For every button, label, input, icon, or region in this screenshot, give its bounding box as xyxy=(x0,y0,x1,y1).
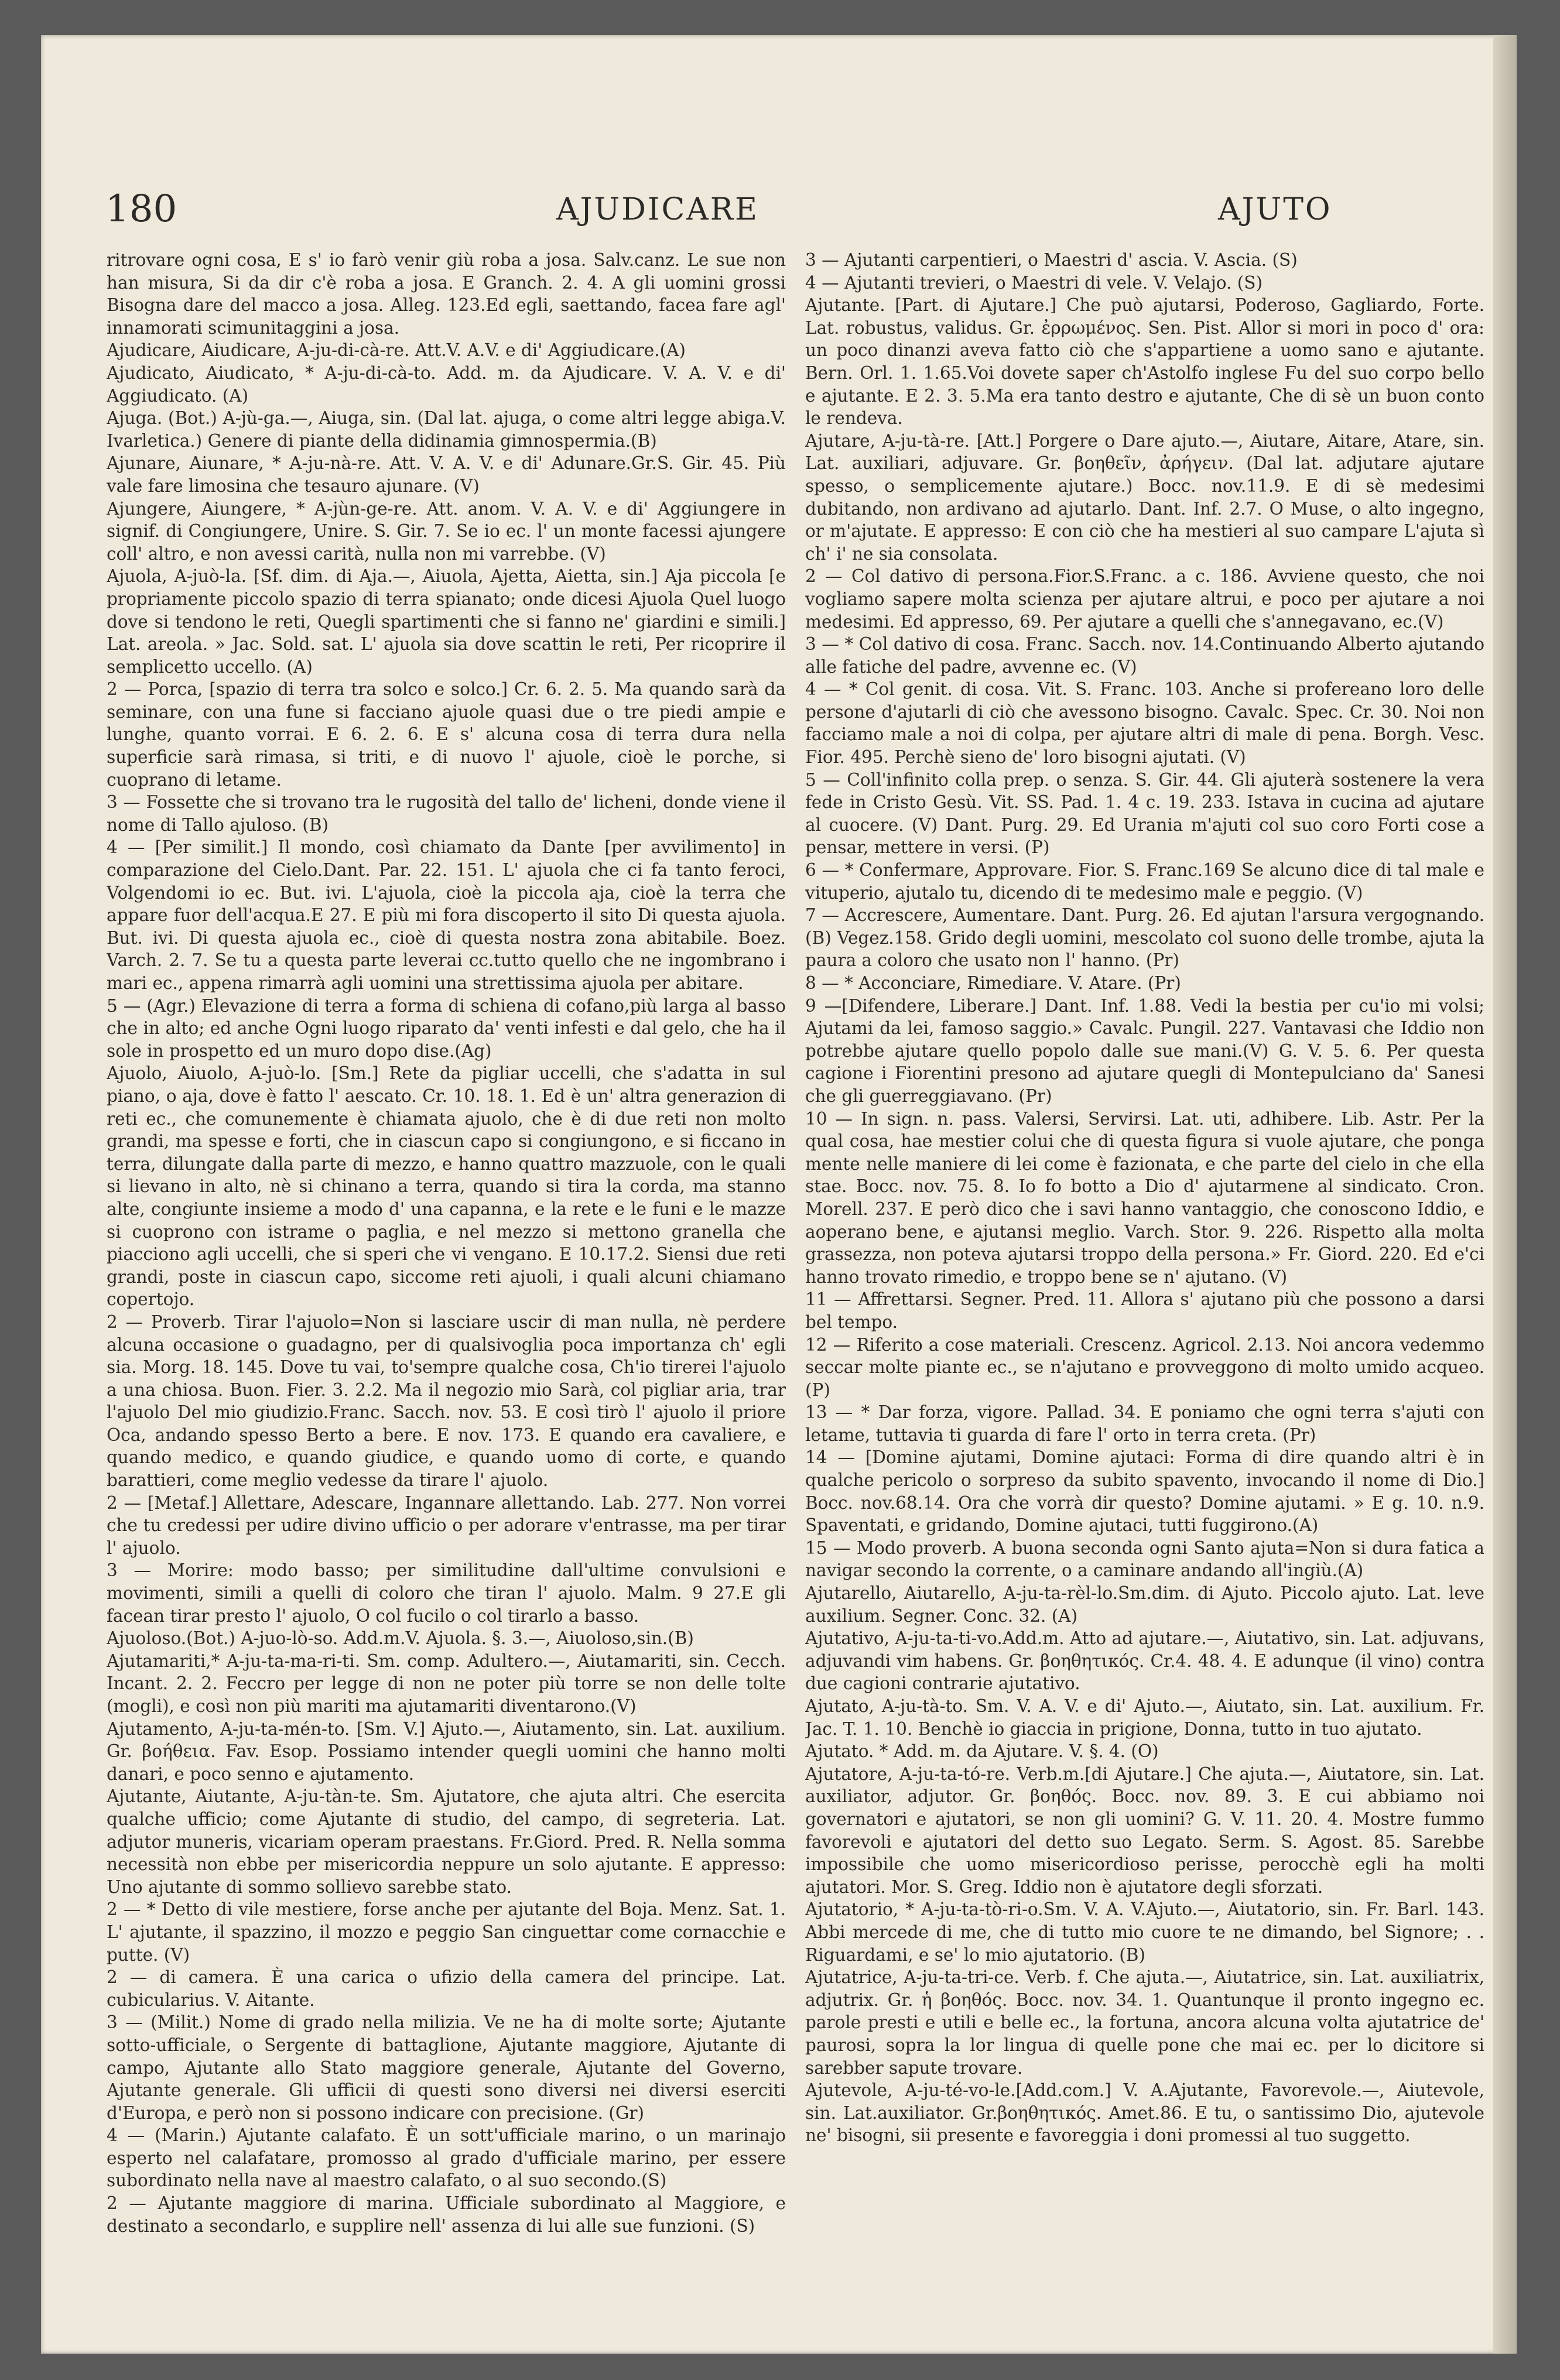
dictionary-entry: 3 — Ajutanti carpentieri, o Maestri d' ascia. V. Ascia. (S) xyxy=(805,250,1298,270)
dictionary-entry: 2 — * Detto di vile mestiere, forse anche per ajutante del Boja. Menz. Sat. 1. L' ajutante, il spazzino, il mozzo e peggio San cinguettar come cornacchie e putte. (V) xyxy=(107,1899,786,1965)
dictionary-entry: 5 — (Agr.) Elevazione di terra a forma di schiena di cofano,più larga al basso che in alto; ed anche Ogni luogo riparato da' venti infesti e dal gelo, che ha il sole in prospetto ed un muro dopo dise.(Ag) xyxy=(107,995,786,1061)
dictionary-entry: 2 — [Metaf.] Allettare, Adescare, Ingannare allettando. Lab. 277. Non vorrei che tu credessi per udire divino ufficio o per adorare v'entrasse, ma per tirar l' ajuolo. xyxy=(107,1492,786,1558)
dictionary-entry: Ajutatrice, A-ju-ta-tri-ce. Verb. f. Che ajuta.—, Aiutatrice, sin. Lat. auxiliatrix, adjutrix. Gr. ἡ βοηθός. Bocc. nov. 34. 1. Quantunque il pronto ingegno ec. parole presti e utili e belle ec., la fortuna, ancora alcuna volta ajutatrice de' paurosi, sopra la lor lingua di quelle pone che mai ec. per lo dicitore si sarebber sapute trovare. xyxy=(805,1967,1484,2078)
left-column xyxy=(107,249,786,2333)
dictionary-entry: 3 — * Col dativo di cosa. Franc. Sacch. nov. 14.Continuando Alberto ajutando alle fatiche del padre, avvenne ec. (V) xyxy=(805,634,1484,677)
right-column xyxy=(805,249,1484,2333)
dictionary-entry: Ajutante, Aiutante, A-ju-tàn-te. Sm. Ajutatore, che ajuta altri. Che esercita qualche ufficio; come Ajutante di studio, del campo, di segreteria. Lat. adjutor muneris, vicariam operam praestans. Fr.Giord. Pred. R. Nella somma necessità non ebbe per misericordia neppure un solo ajutante. E appresso: Uno ajutante di sommo sollievo sarebbe stato. xyxy=(107,1786,786,1897)
dictionary-entry: Ajudicato, Aiudicato, * A-ju-di-cà-to. Add. m. da Ajudicare. V. A. V. e di' Aggiudicato. (A) xyxy=(107,362,786,406)
dictionary-entry: 4 — [Per similit.] Il mondo, così chiamato da Dante [per avvilimento] in comparazione del Cielo.Dant. Par. 22. 151. L' ajuola che ci fa tanto feroci, Volgendomi io ec. But. ivi. L'ajuola, cioè la piccola aja, cioè la terra che appare fuor dell'acqua.E 27. E più mi fora discoperto il sito Di questa ajuola. But. ivi. Di questa ajuola ec., cioè di questa nostra zona abitabile. Boez. Varch. 2. 7. Se tu a questa parte leverai cc.tutto quello che ne ingombrano i mari ec., appena rimarrà agli uomini una strettissima ajuola per abitare. xyxy=(107,837,786,993)
dictionary-entry: Ajutativo, A-ju-ta-ti-vo.Add.m. Atto ad ajutare.—, Aiutativo, sin. Lat. adjuvans, adjuvandi vim habens. Gr. βοηθητικός. Cr.4. 48. 4. E adunque (il vino) contra due cagioni contrarie ajutativo. xyxy=(805,1628,1484,1694)
dictionary-entry: 7 — Accrescere, Aumentare. Dant. Purg. 26. Ed ajutan l'arsura vergognando.(B) Vegez.158. Grido degli uomini, mescolato col suono delle trombe, ajuta la paura a coloro che usato non l' hanno. (Pr) xyxy=(805,905,1484,971)
dictionary-entry: 4 — (Marin.) Ajutante calafato. È un sott'ufficiale marino, o un marinajo esperto nel calafatare, promosso al grado d'ufficiale marino, per essere subordinato nella nave al maestro calafato, o al suo secondo.(S) xyxy=(107,2125,786,2191)
page-number: 180 xyxy=(105,187,177,231)
dictionary-entry: Ajutante. [Part. di Ajutare.] Che può ajutarsi, Poderoso, Gagliardo, Forte. Lat. robustus, validus. Gr. ἐρρωμένος. Sen. Pist. Allor si mori in poco d' ora: un poco dinanzi aveva fatto ciò che s'appartiene a uomo sano e ajutante. Bern. Orl. 1. 1.65.Voi dovete saper ch'Astolfo inglese Fu del suo corpo bello e ajutante. E 2. 3. 5.Ma era tanto destro e ajutante, Che di sè un buon conto le rendeva. xyxy=(805,295,1484,429)
dictionary-entry: 6 — * Confermare, Approvare. Fior. S. Franc.169 Se alcuno dice di tal male e vituperio, ajutalo tu, dicendo di te medesimo male e peggio. (V) xyxy=(805,860,1484,903)
dictionary-entry: 12 — Riferito a cose materiali. Crescenz. Agricol. 2.13. Noi ancora vedemmo seccar molte piante ec., se n'ajutano e provveggono di molto umido acqueo. (P) xyxy=(805,1334,1484,1400)
dictionary-entry: 4 — Ajutanti trevieri, o Maestri di vele. V. Velajo. (S) xyxy=(805,272,1263,293)
dictionary-entry: 3 — Fossette che si trovano tra le rugosità del tallo de' licheni, donde viene il nome di Tallo ajuloso. (B) xyxy=(107,792,786,835)
dictionary-entry: 2 — Porca, [spazio di terra tra solco e solco.] Cr. 6. 2. 5. Ma quando sarà da seminare, con una fune si facciano ajuole quasi due o tre piedi ampie e lunghe, quanto vorrai. E 6. 2. 6. E s' alcuna cosa di terra dura nella superficie sarà rimasa, si triti, e di nuovo l' ajuole, cioè le porche, si cuoprano di letame. xyxy=(107,679,786,790)
dictionary-entry: Ajutamariti,* A-ju-ta-ma-ri-ti. Sm. comp. Adultero.—, Aiutamariti, sin. Cecch. Incant. 2. 2. Feccro per legge di non ne poter più torre se non delle tolte (mogli), e così non più mariti ma ajutamariti diventarono.(V) xyxy=(107,1650,786,1716)
dictionary-entry: ritrovare ogni cosa, E s' io farò venir giù roba a josa. Salv.canz. Le sue non han misura, Si da dir c'è roba a josa. E Granch. 2. 4. A gli uomini grossi Bisogna dare del macco a josa. Alleg. 123.Ed egli, saettando, facea fare agl' innamorati scimunitaggini a josa. xyxy=(107,250,786,338)
dictionary-entry: 2 — di camera. È una carica o ufizio della camera del principe. Lat. cubicularius. V. Aitante. xyxy=(107,1967,786,2010)
dictionary-entry: 2 — Proverb. Tirar l'ajuolo=Non si lasciare uscir di man nulla, nè perdere alcuna occasione o guadagno, per di qualsivoglia poca importanza ch' egli sia. Morg. 18. 145. Dove tu vai, to'sempre qualche cosa, Ch'io tirerei l'ajuolo a una chiosa. Buon. Fier. 3. 2.2. Ma il negozio mio Sarà, col pigliar aria, trar l'ajuolo Del mio giudizio.Franc. Sacch. nov. 53. E così tirò l' ajuolo il priore Oca, andando spesso Berto a bere. E nov. 173. E quando era cavaliere, e quando medico, e quando giudice, e quando uomo di corte, e quando barattieri, come meglio vedesse da tirare l' ajuolo. xyxy=(107,1311,786,1491)
dictionary-entry: Ajuga. (Bot.) A-jù-ga.—, Aiuga, sin. (Dal lat. ajuga, o come altri legge abiga.V. Ivarletica.) Genere di piante della didinamia gimnospermia.(B) xyxy=(107,408,786,451)
dictionary-entry: Ajutato, A-ju-tà-to. Sm. V. A. V. e di' Ajuto.—, Aiutato, sin. Lat. auxilium. Fr. Jac. T. 1. 10. Benchè io giaccia in prigione, Donna, tutto in tuo ajutato. xyxy=(805,1696,1484,1739)
dictionary-entry: 10 — In sign. n. pass. Valersi, Servirsi. Lat. uti, adhibere. Lib. Astr. Per la qual cosa, hae mestier colui che di questa figura si vuole ajutare, che ponga mente nelle maniere di lei come è fazionata, e che parte del cielo in che ella stae. Bocc. nov. 75. 8. Io fo botto a Dio d' ajutarmene al sindicato. Cron. Morell. 237. E però dico che i savi hanno vantaggio, che conoscono Iddio, e aoperano bene, e ajutansi meglio. Varch. Stor. 9. 226. Rispetto alla molta grassezza, non poteva ajutarsi troppo della persona.» Fr. Giord. 220. Ed e'ci hanno trovato rimedio, e troppo bene se n' ajutano. (V) xyxy=(805,1108,1484,1287)
dictionary-entry: 4 — * Col genit. di cosa. Vit. S. Franc. 103. Anche si profereano loro delle persone d'ajutarli di ciò che avessono bisogno. Cavalc. Spec. Cr. 30. Noi non facciamo male a noi di colpa, per ajutare altri di male di pena. Borgh. Vesc. Fior. 495. Perchè sieno de' loro bisogni ajutati. (V) xyxy=(805,679,1484,768)
dictionary-entry: Ajuolo, Aiuolo, A-juò-lo. [Sm.] Rete da pigliar uccelli, che s'adatta in sul piano, o aja, dove è fatto l' aescato. Cr. 10. 18. 1. Ed è un' altra generazion di reti ec., che comunemente è chiamata ajuolo, che è di due reti non molto grandi, ma spesse e forti, che in ciascun capo si congiungono, e si ficcano in terra, dilungate dalla parte di mezzo, e hanno quattro mazzuole, con le quali si lievano in alto, nè si chinano a terra, quando si tira la corda, ma stanno alte, congiunte insieme a modo d' una capanna, e la rete e le funi e le mazze si cuoprono con istrame o paglia, e nel mezzo si mettono granella che piacciono agli uccelli, che si speri che vi vengano. E 10.17.2. Siensi due reti grandi, poste in ciascun capo, siccome reti ajuoli, i quali alcuni chiamano copertojo. xyxy=(107,1063,786,1310)
dictionary-entry: Ajutevole, A-ju-té-vo-le.[Add.com.] V. A.Ajutante, Favorevole.—, Aiutevole, sin. Lat.auxiliator. Gr.βοηθητικός. Amet.86. E tu, o santissimo Dio, ajutevole ne' bisogni, sii presente e favoreggia i doni promessi al tuo suggetto. xyxy=(805,2080,1484,2146)
running-head-left: AJUDICARE xyxy=(556,192,759,227)
dictionary-entry: 11 — Affrettarsi. Segner. Pred. 11. Allora s' ajutano più che possono a darsi bel tempo. xyxy=(805,1289,1484,1332)
dictionary-entry: 2 — Col dativo di persona.Fior.S.Franc. a c. 186. Avviene questo, che noi vogliamo sapere molta scienza per ajutare altrui, e poco per ajutare a noi medesimi. Ed appresso, 69. Per ajutare a quelli che s'annegavano, ec.(V) xyxy=(805,566,1484,632)
dictionary-entry: Ajutamento, A-ju-ta-mén-to. [Sm. V.] Ajuto.—, Aiutamento, sin. Lat. auxilium. Gr. βοήθεια. Fav. Esop. Possiamo intender quegli uomini che hanno molti danari, e poco senno e ajutamento. xyxy=(107,1718,786,1784)
dictionary-entry: Ajudicare, Aiudicare, A-ju-di-cà-re. Att.V. A.V. e di' Aggiudicare.(A) xyxy=(107,340,686,361)
dictionary-page xyxy=(41,35,1517,2354)
dictionary-entry: Ajunare, Aiunare, * A-ju-nà-re. Att. V. A. V. e di' Adunare.Gr.S. Gir. 45. Più vale fare limosina che tesauro ajunare. (V) xyxy=(107,453,786,496)
dictionary-entry: Ajutatore, A-ju-ta-tó-re. Verb.m.[di Ajutare.] Che ajuta.—, Aiutatore, sin. Lat. auxiliator, adjutor. Gr. βοηθός. Bocc. nov. 89. 3. E cui abbiamo noi governatori e ajutatori, se non gli uomini? G. V. 11. 20. 4. Mostre fummo favorevoli e ajutatori del detto suo Legato. Serm. S. Agost. 85. Sarebbe impossibile che uomo misericordioso perisse, perocchè egli ha molti ajutatori. Mor. S. Greg. Iddio non è ajutatore degli sforzati. xyxy=(805,1763,1484,1897)
dictionary-entry: 9 —[Difendere, Liberare.] Dant. Inf. 1.88. Vedi la bestia per cu'io mi volsi; Ajutami da lei, famoso saggio.» Cavalc. Pungil. 227. Vantavasi che Iddio non potrebbe ajutare quello popolo dalle sue mani.(V) G. V. 5. 6. Per questa cagione i Fiorentini presono ad ajutare quegli di Montepulciano da' Sanesi che gli guerreggiavano. (Pr) xyxy=(805,995,1484,1106)
dictionary-entry: Ajungere, Aiungere, * A-jùn-ge-re. Att. anom. V. A. V. e di' Aggiungere in signif. di Congiungere, Unire. S. Gir. 7. Se io ec. l' un monte facessi ajungere coll' altro, e non avessi carità, nulla non mi varrebbe. (V) xyxy=(107,498,786,564)
running-head-right: AJUTO xyxy=(1218,192,1332,227)
dictionary-entry: 13 — * Dar forza, vigore. Pallad. 34. E poniamo che ogni terra s'ajuti con letame, tuttavia ti guarda di fare l' orto in terra creta. (Pr) xyxy=(805,1402,1484,1445)
dictionary-entry: 2 — Ajutante maggiore di marina. Ufficiale subordinato al Maggiore, e destinato a secondarlo, e supplire nell' assenza di lui alle sue funzioni. (S) xyxy=(107,2193,786,2236)
dictionary-entry: 14 — [Domine ajutami, Domine ajutaci: Forma di dire quando altri è in qualche pericolo o sorpreso da subito spavento, invocando il nome di Dio.] Bocc. nov.68.14. Ora che vorrà dir questo? Domine ajutami. » E g. 10. n.9. Spaventati, e gridando, Domine ajutaci, tutti fuggirono.(A) xyxy=(805,1447,1484,1536)
dictionary-entry: Ajutatorio, * A-ju-ta-tò-ri-o.Sm. V. A. V.Ajuto.—, Aiutatorio, sin. Fr. Barl. 143. Abbi mercede di me, che di tutto mio cuore te ne dimando, bel Signore; . . Riguardami, e se' lo mio ajutatorio. (B) xyxy=(805,1899,1484,1965)
dictionary-entry: 15 — Modo proverb. A buona seconda ogni Santo ajuta=Non si dura fatica a navigar secondo la corrente, o a caminare andando all'ingiù.(A) xyxy=(805,1537,1484,1581)
dictionary-entry: 3 — Morire: modo basso; per similitudine dall'ultime convulsioni e movimenti, simili a quelli di coloro che tiran l' ajuolo. Malm. 9 27.E gli facean tirar presto l' ajuolo, O col fucilo o col tirarlo a basso. xyxy=(107,1560,786,1626)
dictionary-entry: 3 — (Milit.) Nome di grado nella milizia. Ve ne ha di molte sorte; Ajutante sotto-ufficiale, o Sergente di battaglione, Ajutante maggiore, Ajutante di campo, Ajutante allo Stato maggiore generale, Ajutante del Governo, Ajutante generale. Gli ufficii di questi sono diversi nei diversi eserciti d'Europa, e però non si possono indicare con precisione. (Gr) xyxy=(107,2012,786,2123)
page-edge xyxy=(1493,35,1517,2354)
dictionary-entry: 8 — * Acconciare, Rimediare. V. Atare. (Pr) xyxy=(805,973,1181,993)
dictionary-entry: Ajutarello, Aiutarello, A-ju-ta-rèl-lo.Sm.dim. di Ajuto. Piccolo ajuto. Lat. leve auxilium. Segner. Conc. 32. (A) xyxy=(805,1583,1484,1626)
dictionary-entry: Ajutare, A-ju-tà-re. [Att.] Porgere o Dare ajuto.—, Aiutare, Aitare, Atare, sin. Lat. auxiliari, adjuvare. Gr. βοηθεῖν, ἀρήγειν. (Dal lat. adjutare ajutare spesso, o semplicemente ajutare.) Bocc. nov.11.9. E di sè medesimi dubitando, non ardivano ad ajutarlo. Dant. Inf. 2.7. O Muse, o alto ingegno, or m'ajutate. E appresso: E con ciò che ha mestieri al suo campare L'ajuta sì ch' i' ne sia consolata. xyxy=(805,430,1484,564)
dictionary-entry: Ajuola, A-juò-la. [Sf. dim. di Aja.—, Aiuola, Ajetta, Aietta, sin.] Aja piccola [e propriamente piccolo spazio di terra spianato; onde dicesi Ajuola Quel luogo dove si tendono le reti, Quegli spartimenti che si fanno ne' giardini e simili.] Lat. areola. » Jac. Sold. sat. L' ajuola sia dove scattin le reti, Per ricoprire il semplicetto uccello. (A) xyxy=(107,566,786,677)
dictionary-entry: 5 — Coll'infinito colla prep. o senza. S. Gir. 44. Gli ajuterà sostenere la vera fede in Cristo Gesù. Vit. SS. Pad. 1. 4 c. 19. 233. Istava in cucina ad ajutare al cuocere. (V) Dant. Purg. 29. Ed Urania m'ajuti col suo coro Forti cose a pensar, mettere in versi. (P) xyxy=(805,769,1484,858)
dictionary-entry: Ajuoloso.(Bot.) A-juo-lò-so. Add.m.V. Ajuola. §. 3.—, Aiuoloso,sin.(B) xyxy=(107,1628,694,1649)
page-header xyxy=(41,176,1517,231)
dictionary-entry: Ajutato. * Add. m. da Ajutare. V. §. 4. (O) xyxy=(805,1741,1159,1762)
